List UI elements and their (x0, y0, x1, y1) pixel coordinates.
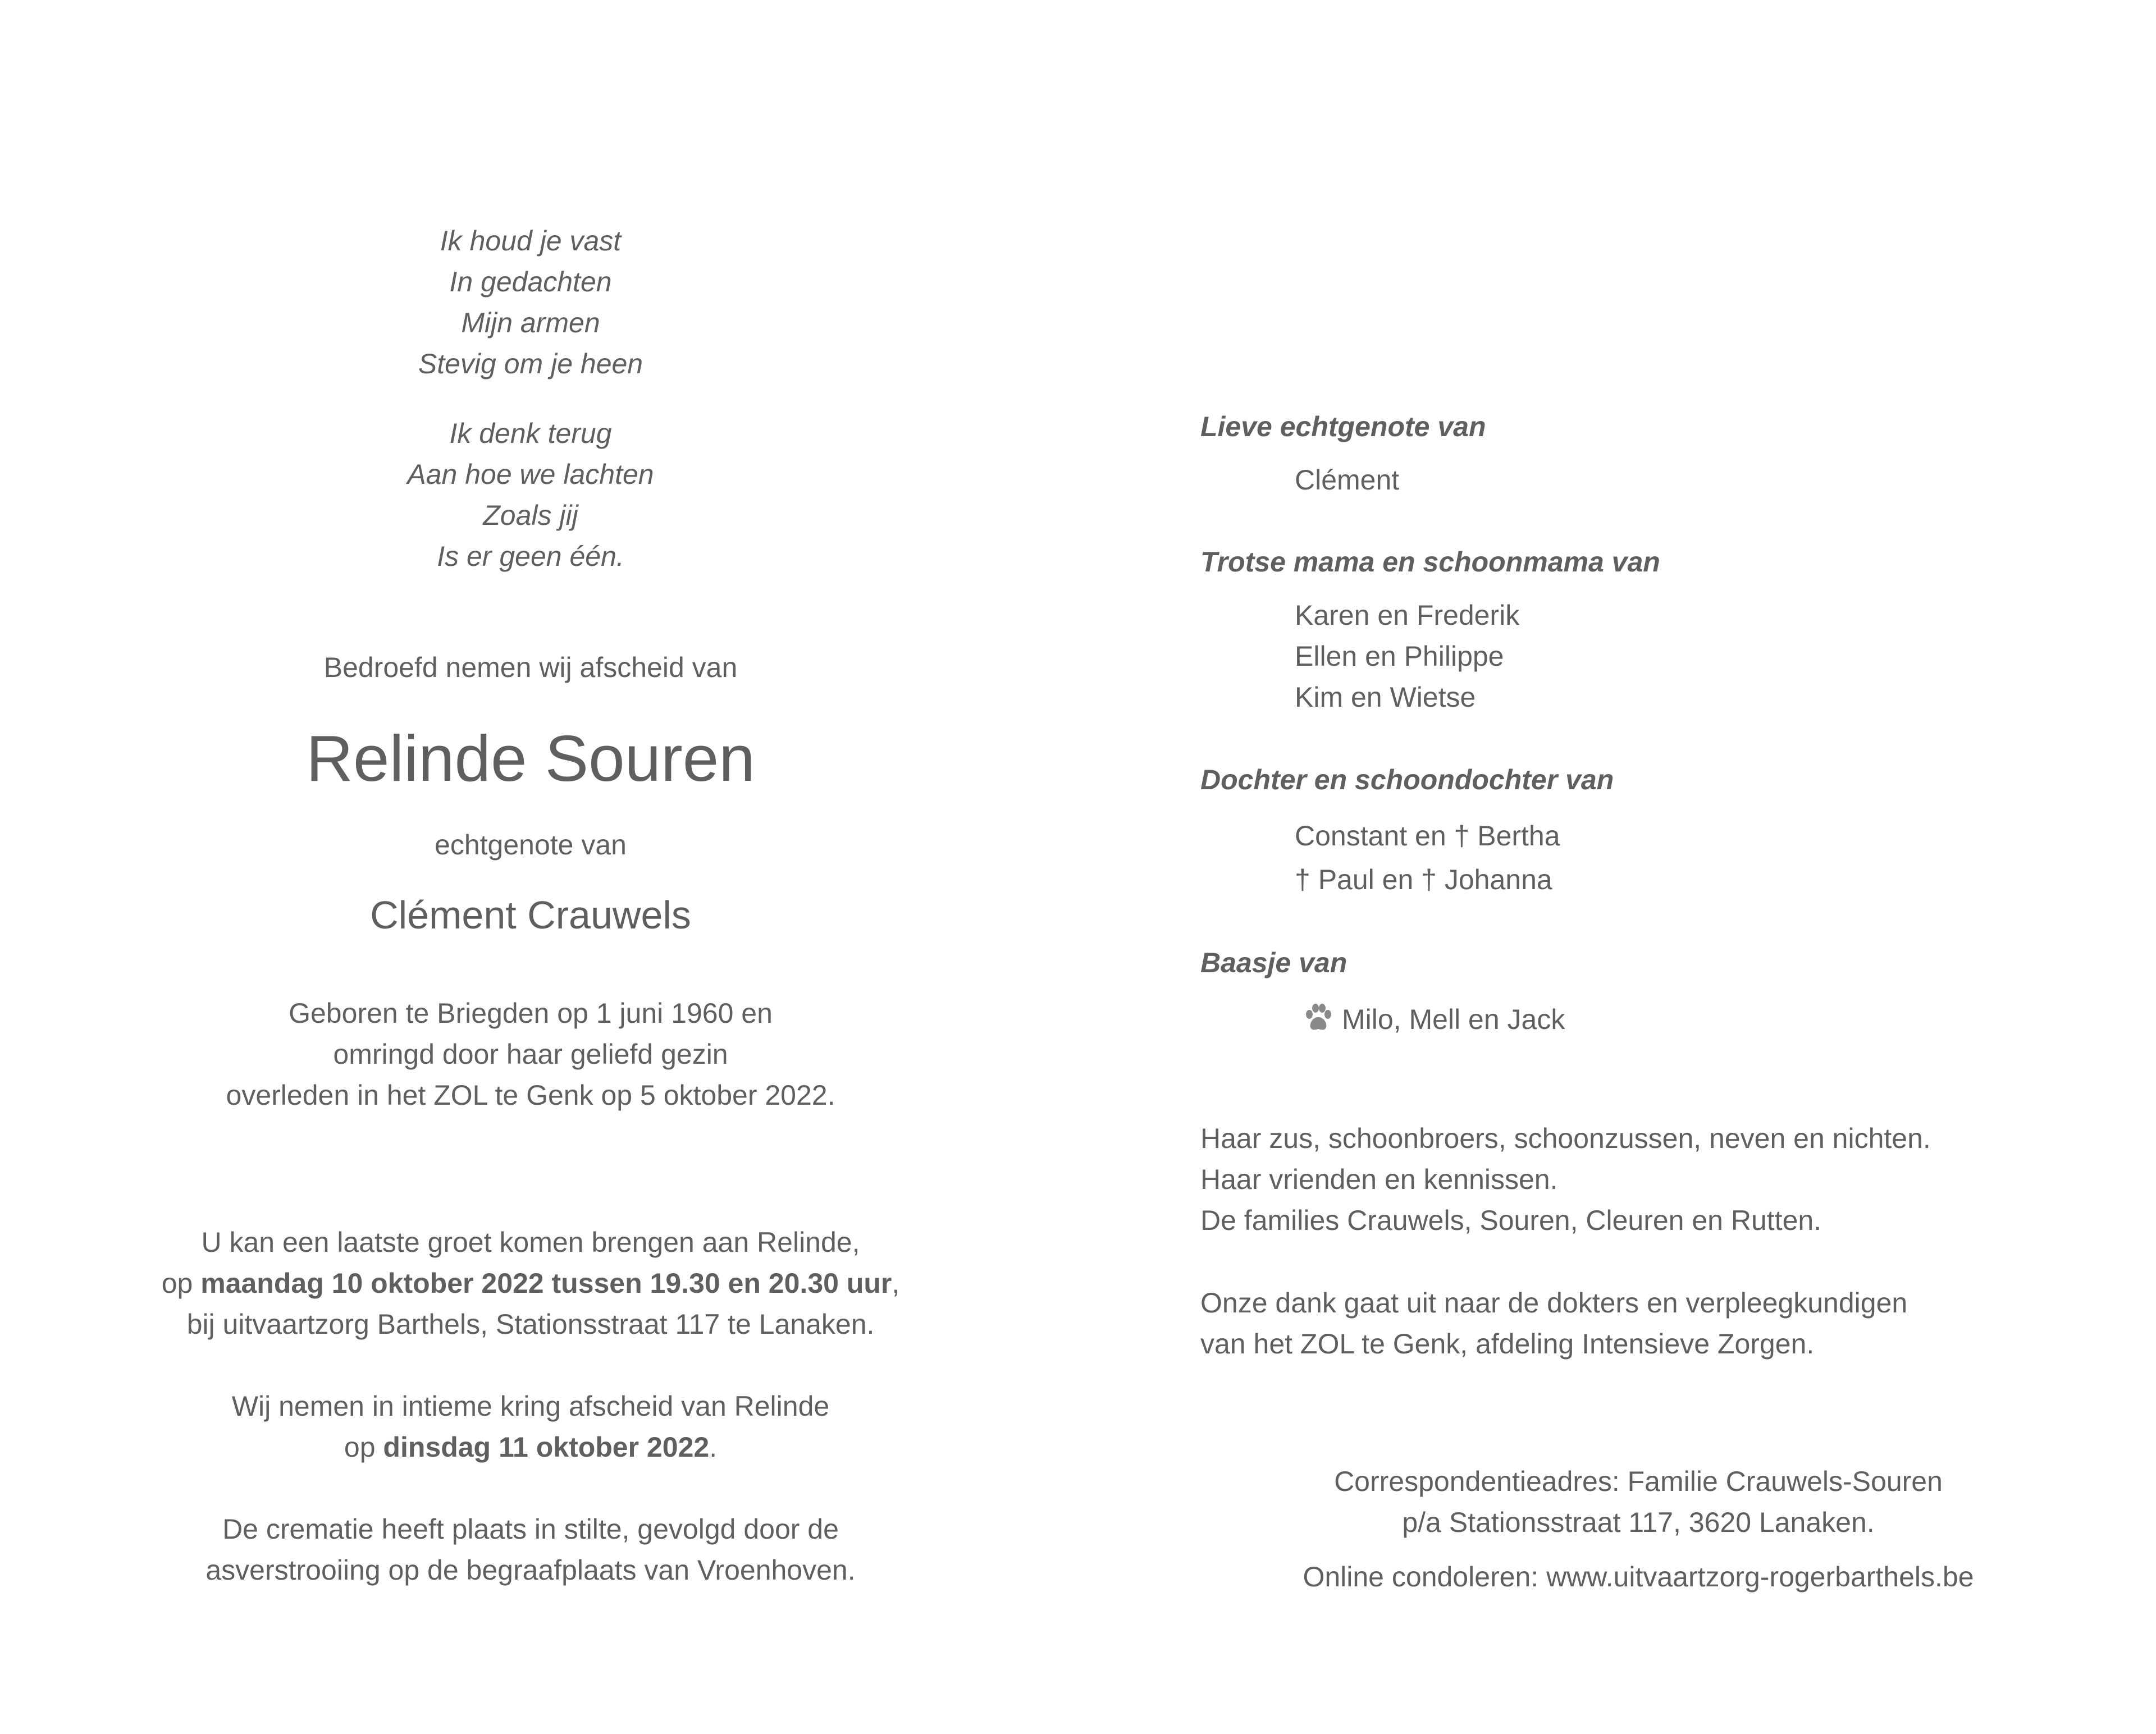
visitation-date: maandag 10 oktober 2022 tussen 19.30 en 20.30 uur (200, 1268, 892, 1299)
correspondence-line: p/a Stationsstraat 117, 3620 Lanaken. (1402, 1507, 1875, 1538)
relation-heading: Baasje van (1200, 947, 1347, 978)
relation-name: Karen en Frederik (1295, 600, 1520, 631)
family-line: Haar zus, schoonbroers, schoonzussen, neven en nichten. (1200, 1123, 1931, 1154)
thanks-line: Onze dank gaat uit naar de dokters en verpleegkundigen (1200, 1287, 1908, 1319)
cremation-line: asverstrooiing op de begraafplaats van Vroenhoven. (205, 1554, 856, 1586)
farewell-date: dinsdag 11 oktober 2022 (383, 1431, 710, 1463)
poem-line: Is er geen één. (437, 541, 624, 572)
cremation-line: De crematie heeft plaats in stilte, gevolgd door de (222, 1513, 839, 1545)
farewell-line: Wij nemen in intieme kring afscheid van Relinde (231, 1390, 830, 1422)
thanks-line: van het ZOL te Genk, afdeling Intensieve Zorgen. (1200, 1328, 1815, 1360)
birth-death-line: omringd door haar geliefd gezin (333, 1038, 728, 1070)
spouse-name: Clément Crauwels (370, 893, 691, 937)
relation-name: Ellen en Philippe (1295, 640, 1504, 672)
relation-name: Kim en Wietse (1295, 681, 1476, 713)
poem-line: Aan hoe we lachten (407, 459, 654, 490)
relation-heading: Dochter en schoondochter van (1200, 764, 1614, 795)
birth-death-line: overleden in het ZOL te Genk op 5 oktober 2022. (226, 1079, 835, 1111)
relation-name: Clément (1295, 464, 1400, 496)
visitation-line: bij uitvaartzorg Barthels, Stationsstraat 117 te Lanaken. (186, 1308, 875, 1340)
farewell-line: op dinsdag 11 oktober 2022. (344, 1431, 718, 1463)
family-line: Haar vrienden en kennissen. (1200, 1164, 1558, 1195)
pet-names: Milo, Mell en Jack (1342, 1004, 1565, 1035)
poem-line: In gedachten (449, 266, 612, 298)
poem-line: Stevig om je heen (418, 348, 643, 379)
deceased-name: Relinde Souren (306, 722, 755, 795)
paw-icon (1303, 1002, 1334, 1033)
poem-line: Zoals jij (483, 500, 578, 531)
visitation-line: U kan een laatste groet komen brengen aan Relinde, (201, 1227, 860, 1258)
birth-death-line: Geboren te Briegden op 1 juni 1960 en (289, 998, 773, 1029)
online-condolences: Online condoleren: www.uitvaartzorg-rogerbarthels.be (1303, 1561, 1974, 1593)
relation-name: Constant en † Bertha (1295, 820, 1560, 852)
spouse-intro: echtgenote van (435, 829, 627, 861)
correspondence-line: Correspondentieadres: Familie Crauwels-Souren (1334, 1466, 1943, 1497)
relation-heading: Trotse mama en schoonmama van (1200, 546, 1660, 578)
visitation-line: op maandag 10 oktober 2022 tussen 19.30 en 20.30 uur, (161, 1268, 900, 1299)
relation-heading: Lieve echtgenote van (1200, 411, 1486, 442)
family-line: De families Crauwels, Souren, Cleuren en Rutten. (1200, 1205, 1822, 1236)
pets-line (1303, 1002, 1565, 1033)
poem-line: Mijn armen (461, 307, 600, 338)
relation-name: † Paul en † Johanna (1295, 864, 1552, 895)
announcement-intro: Bedroefd nemen wij afscheid van (323, 652, 738, 683)
poem-line: Ik denk terug (449, 418, 612, 449)
poem-line: Ik houd je vast (440, 225, 622, 257)
